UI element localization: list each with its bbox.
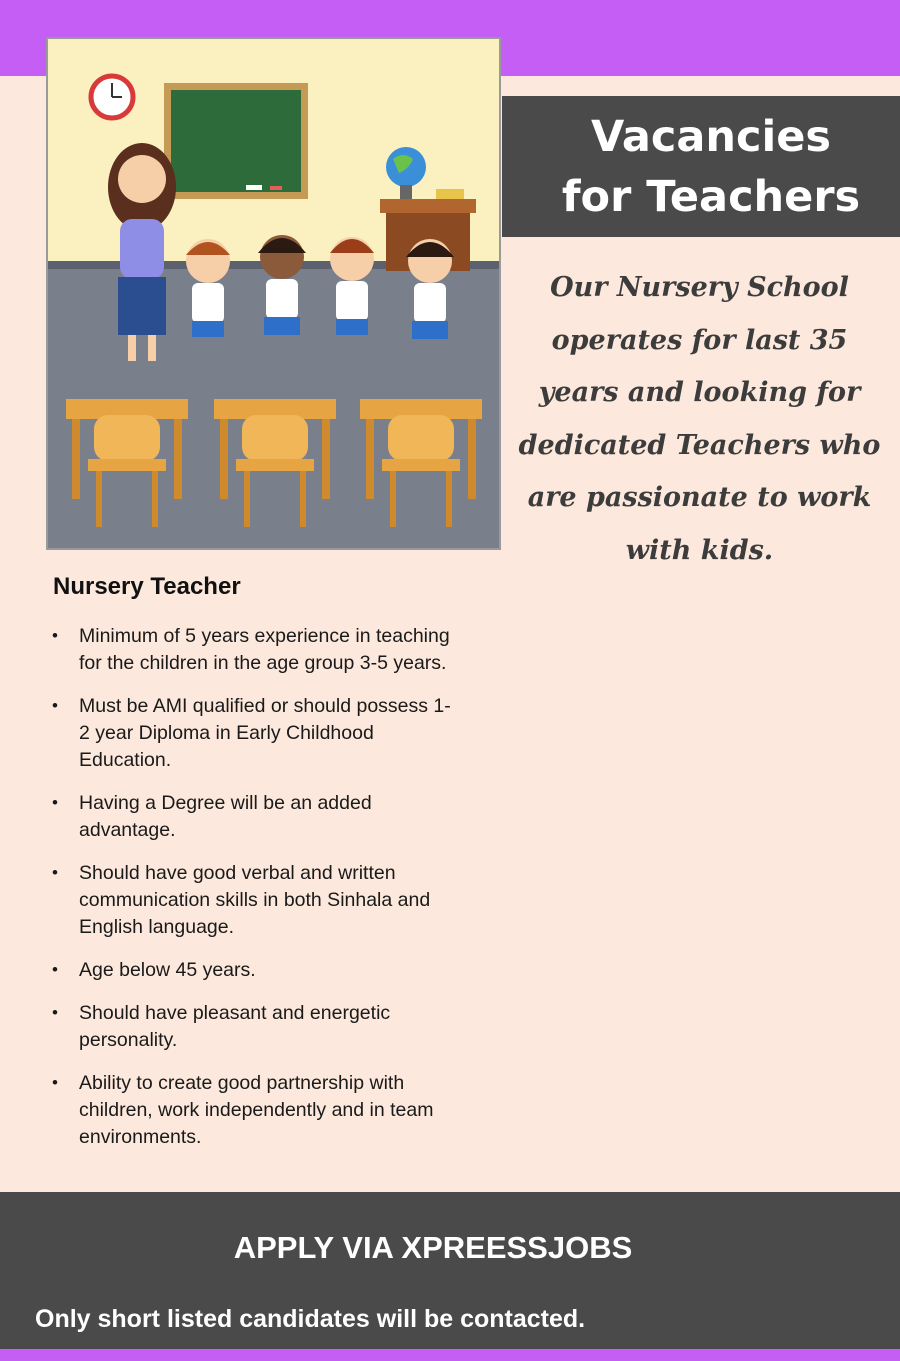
apply-text: APPLY VIA XPREESSJOBS [233,1230,633,1265]
header-panel [502,96,900,237]
bottom-accent-band [0,1349,900,1361]
job-title: Nursery Teacher [53,573,241,600]
list-item: • Ability to create good partnership with children, work independently and in team environments. [52,1072,434,1148]
bullet-icon: • [52,626,58,645]
chalkboard [164,83,308,199]
bullet-icon: • [52,1073,58,1093]
list-item: • Must be AMI qualified or should possess 1-2 year Diploma in Early Childhood Education. [52,695,451,771]
clock-icon [91,76,133,118]
classroom-scene [48,39,499,548]
page-title: Vacancies for Teachers [561,111,861,222]
shortlist-note: Only short listed candidates will be contacted. [35,1305,586,1333]
classroom-illustration [46,37,501,550]
list-item: • Having a Degree will be an added advantage. [52,791,372,841]
requirements-list [52,623,452,1167]
list-item: • Should have pleasant and energetic personality. [52,1002,391,1052]
list-item: • Age below 45 years. [52,957,452,984]
bullet-icon: • [52,1003,58,1023]
bullet-icon: • [52,959,58,979]
bullet-icon: • [52,863,58,883]
intro-text: Our Nursery School operates for last 35 years and looking for dedicated Teachers who are passionate to work with kids. [518,272,881,566]
list-item: • Minimum of 5 years experience in teaching for the children in the age group 3-5 years. [52,625,450,674]
list-item: • Should have good verbal and written communication skills in both Sinhala and English language. [52,862,431,938]
bullet-icon: • [52,696,58,716]
bullet-icon: • [52,792,58,812]
